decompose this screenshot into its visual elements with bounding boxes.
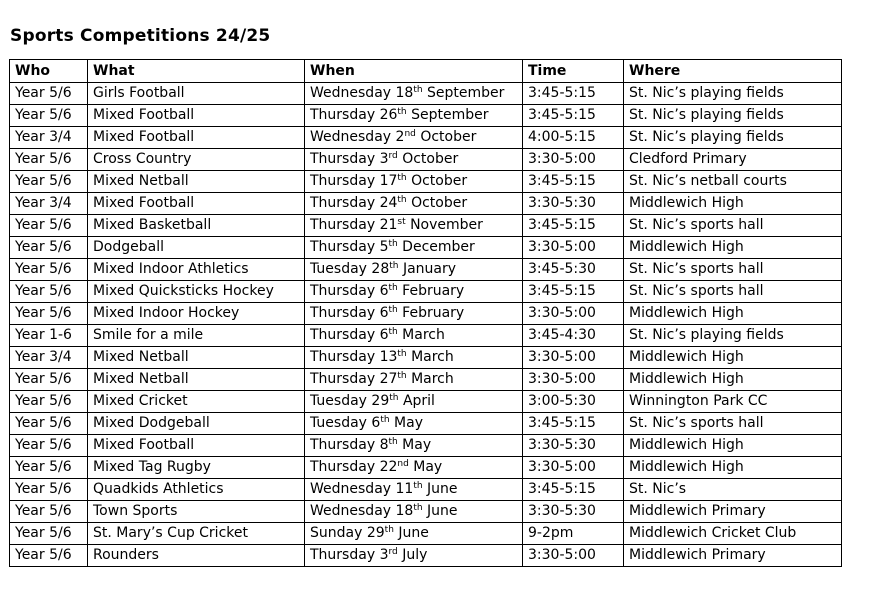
cell-who: Year 5/6 [10, 413, 88, 435]
cell-when [305, 435, 523, 457]
cell-time: 9-2pm [523, 523, 624, 545]
when-month: October [402, 151, 459, 167]
cell-where: St. Nic’s netball courts [624, 171, 842, 193]
cell-when [305, 501, 523, 523]
when-month: March [411, 349, 454, 365]
when-date: 6 [379, 327, 389, 343]
when-day: Tuesday [310, 261, 367, 277]
when-day: Wednesday [310, 503, 392, 519]
when-suffix: th [388, 305, 398, 315]
table-row [10, 413, 842, 435]
cell-who: Year 5/6 [10, 369, 88, 391]
when-suffix: th [388, 239, 398, 249]
cell-who: Year 3/4 [10, 127, 88, 149]
when-date: 6 [379, 305, 389, 321]
when-date: 8 [379, 437, 389, 453]
when-date: 13 [379, 349, 398, 365]
cell-who: Year 5/6 [10, 303, 88, 325]
when-month: June [427, 503, 458, 519]
table-row [10, 325, 842, 347]
when-suffix: th [397, 349, 407, 359]
cell-what: Girls Football [88, 83, 305, 105]
cell-who: Year 5/6 [10, 523, 88, 545]
when-date: 18 [395, 503, 414, 519]
cell-who: Year 5/6 [10, 435, 88, 457]
cell-where: St. Nic’s [624, 479, 842, 501]
cell-when [305, 347, 523, 369]
cell-who: Year 5/6 [10, 237, 88, 259]
when-month: October [411, 173, 468, 189]
when-suffix: th [388, 283, 398, 293]
table-row [10, 369, 842, 391]
cell-what: Mixed Dodgeball [88, 413, 305, 435]
header-row [10, 60, 842, 83]
cell-what: Mixed Netball [88, 347, 305, 369]
when-day: Tuesday [310, 415, 367, 431]
cell-time: 3:45-5:15 [523, 215, 624, 237]
when-month: March [411, 371, 454, 387]
when-month: May [413, 459, 443, 475]
when-suffix: nd [404, 129, 416, 139]
when-date: 26 [379, 107, 398, 123]
cell-what: Town Sports [88, 501, 305, 523]
cell-where: St. Nic’s sports hall [624, 413, 842, 435]
when-date: 3 [379, 151, 389, 167]
table-row [10, 545, 842, 567]
when-date: 28 [371, 261, 390, 277]
when-date: 18 [395, 85, 414, 101]
when-day: Thursday [310, 283, 376, 299]
table-body [10, 83, 842, 567]
table-row [10, 281, 842, 303]
cell-what: Mixed Cricket [88, 391, 305, 413]
cell-time: 3:45-5:15 [523, 83, 624, 105]
table-row [10, 83, 842, 105]
when-month: September [427, 85, 505, 101]
when-date: 29 [371, 393, 390, 409]
when-day: Wednesday [310, 85, 392, 101]
cell-who: Year 5/6 [10, 83, 88, 105]
cell-who: Year 5/6 [10, 457, 88, 479]
when-suffix: st [397, 217, 406, 227]
cell-time: 3:00-5:30 [523, 391, 624, 413]
cell-where: Middlewich High [624, 237, 842, 259]
when-month: October [420, 129, 477, 145]
when-date: 24 [379, 195, 398, 211]
when-suffix: th [397, 107, 407, 117]
header-time: Time [523, 60, 624, 83]
when-month: June [398, 525, 429, 541]
when-suffix: th [380, 415, 390, 425]
cell-what: Quadkids Athletics [88, 479, 305, 501]
cell-time: 3:30-5:00 [523, 347, 624, 369]
when-day: Thursday [310, 217, 376, 233]
when-suffix: th [413, 85, 423, 95]
cell-time: 3:45-5:15 [523, 281, 624, 303]
when-month: October [411, 195, 468, 211]
cell-where: Middlewich High [624, 457, 842, 479]
cell-when [305, 523, 523, 545]
cell-where: Middlewich High [624, 193, 842, 215]
cell-where: Middlewich High [624, 369, 842, 391]
cell-time: 3:45-5:15 [523, 105, 624, 127]
cell-where: St. Nic’s sports hall [624, 281, 842, 303]
when-month: June [427, 481, 458, 497]
cell-when [305, 303, 523, 325]
when-month: May [394, 415, 423, 431]
when-day: Wednesday [310, 481, 392, 497]
cell-what: Mixed Football [88, 105, 305, 127]
cell-time: 3:30-5:00 [523, 545, 624, 567]
when-suffix: th [397, 195, 407, 205]
table-row [10, 127, 842, 149]
when-date: 2 [395, 129, 405, 145]
cell-who: Year 5/6 [10, 545, 88, 567]
when-month: December [402, 239, 475, 255]
cell-what: Mixed Football [88, 127, 305, 149]
cell-time: 3:30-5:00 [523, 149, 624, 171]
table-row [10, 457, 842, 479]
table-row [10, 303, 842, 325]
when-date: 21 [379, 217, 398, 233]
when-day: Thursday [310, 151, 376, 167]
when-day: Thursday [310, 371, 376, 387]
when-date: 17 [379, 173, 398, 189]
cell-who: Year 3/4 [10, 193, 88, 215]
cell-when [305, 215, 523, 237]
when-suffix: th [413, 503, 423, 513]
cell-where: St. Nic’s sports hall [624, 259, 842, 281]
cell-when [305, 479, 523, 501]
when-month: September [411, 107, 489, 123]
table-row [10, 215, 842, 237]
when-suffix: th [389, 393, 399, 403]
cell-time: 3:30-5:30 [523, 435, 624, 457]
when-date: 29 [366, 525, 385, 541]
cell-what: Mixed Netball [88, 369, 305, 391]
cell-time: 3:45-4:30 [523, 325, 624, 347]
when-day: Thursday [310, 459, 376, 475]
when-suffix: th [388, 437, 398, 447]
table-row [10, 193, 842, 215]
cell-time: 3:45-5:15 [523, 171, 624, 193]
cell-time: 3:30-5:00 [523, 303, 624, 325]
cell-when [305, 369, 523, 391]
page-title: Sports Competitions 24/25 [10, 26, 271, 46]
when-day: Thursday [310, 107, 376, 123]
cell-time: 3:30-5:30 [523, 193, 624, 215]
when-day: Sunday [310, 525, 363, 541]
table-row [10, 237, 842, 259]
cell-who: Year 1-6 [10, 325, 88, 347]
cell-when [305, 259, 523, 281]
cell-time: 3:45-5:30 [523, 259, 624, 281]
cell-when [305, 105, 523, 127]
cell-where: Middlewich Cricket Club [624, 523, 842, 545]
cell-where: St. Nic’s playing fields [624, 83, 842, 105]
table-row [10, 347, 842, 369]
when-month: February [402, 283, 465, 299]
cell-when [305, 413, 523, 435]
when-suffix: th [397, 173, 407, 183]
table-row [10, 105, 842, 127]
when-day: Thursday [310, 173, 376, 189]
cell-when [305, 149, 523, 171]
cell-time: 3:45-5:15 [523, 479, 624, 501]
cell-where: Middlewich Primary [624, 545, 842, 567]
when-suffix: rd [388, 547, 398, 557]
when-date: 5 [379, 239, 389, 255]
cell-who: Year 5/6 [10, 149, 88, 171]
cell-what: Mixed Football [88, 193, 305, 215]
cell-when [305, 83, 523, 105]
when-date: 6 [371, 415, 381, 431]
cell-what: Dodgeball [88, 237, 305, 259]
when-month: March [402, 327, 445, 343]
cell-what: Mixed Indoor Athletics [88, 259, 305, 281]
table-row [10, 523, 842, 545]
cell-what: Rounders [88, 545, 305, 567]
cell-who: Year 3/4 [10, 347, 88, 369]
when-date: 11 [395, 481, 414, 497]
when-suffix: th [388, 327, 398, 337]
cell-time: 3:30-5:00 [523, 237, 624, 259]
cell-when [305, 237, 523, 259]
when-day: Thursday [310, 349, 376, 365]
table-row [10, 435, 842, 457]
cell-when [305, 127, 523, 149]
cell-time: 3:30-5:00 [523, 457, 624, 479]
cell-what: Mixed Netball [88, 171, 305, 193]
when-suffix: th [384, 525, 394, 535]
cell-when [305, 171, 523, 193]
cell-time: 3:30-5:00 [523, 369, 624, 391]
cell-who: Year 5/6 [10, 215, 88, 237]
cell-who: Year 5/6 [10, 501, 88, 523]
when-month: November [410, 217, 483, 233]
cell-where: Cledford Primary [624, 149, 842, 171]
when-suffix: rd [388, 151, 398, 161]
cell-when [305, 457, 523, 479]
header-who: Who [10, 60, 88, 83]
cell-who: Year 5/6 [10, 105, 88, 127]
when-date: 22 [379, 459, 398, 475]
when-date: 3 [379, 547, 389, 563]
when-day: Thursday [310, 437, 376, 453]
cell-where: Middlewich Primary [624, 501, 842, 523]
when-suffix: th [389, 261, 399, 271]
cell-what: Mixed Indoor Hockey [88, 303, 305, 325]
cell-who: Year 5/6 [10, 171, 88, 193]
cell-who: Year 5/6 [10, 391, 88, 413]
cell-when [305, 391, 523, 413]
cell-where: St. Nic’s sports hall [624, 215, 842, 237]
cell-when [305, 325, 523, 347]
cell-time: 3:30-5:30 [523, 501, 624, 523]
header-where: Where [624, 60, 842, 83]
when-month: May [402, 437, 432, 453]
cell-what: St. Mary’s Cup Cricket [88, 523, 305, 545]
when-month: February [402, 305, 465, 321]
table-row [10, 149, 842, 171]
cell-who: Year 5/6 [10, 259, 88, 281]
table-row [10, 171, 842, 193]
cell-where: Middlewich High [624, 347, 842, 369]
cell-when [305, 193, 523, 215]
cell-what: Mixed Tag Rugby [88, 457, 305, 479]
competitions-table [9, 59, 842, 567]
cell-what: Cross Country [88, 149, 305, 171]
cell-where: Middlewich High [624, 435, 842, 457]
when-month: April [402, 393, 435, 409]
cell-time: 4:00-5:15 [523, 127, 624, 149]
when-suffix: nd [397, 459, 409, 469]
when-month: January [402, 261, 457, 277]
when-day: Wednesday [310, 129, 392, 145]
cell-where: Middlewich High [624, 303, 842, 325]
when-date: 27 [379, 371, 398, 387]
when-suffix: th [397, 371, 407, 381]
cell-where: St. Nic’s playing fields [624, 127, 842, 149]
when-month: July [402, 547, 428, 563]
when-day: Thursday [310, 305, 376, 321]
cell-time: 3:45-5:15 [523, 413, 624, 435]
cell-where: St. Nic’s playing fields [624, 105, 842, 127]
cell-when [305, 545, 523, 567]
table-row [10, 259, 842, 281]
cell-who: Year 5/6 [10, 281, 88, 303]
when-day: Thursday [310, 195, 376, 211]
cell-what: Mixed Football [88, 435, 305, 457]
header-what: What [88, 60, 305, 83]
when-day: Thursday [310, 239, 376, 255]
cell-who: Year 5/6 [10, 479, 88, 501]
cell-what: Mixed Basketball [88, 215, 305, 237]
cell-where: Winnington Park CC [624, 391, 842, 413]
header-when: When [305, 60, 523, 83]
when-day: Tuesday [310, 393, 367, 409]
cell-what: Smile for a mile [88, 325, 305, 347]
when-suffix: th [413, 481, 423, 491]
when-day: Thursday [310, 547, 376, 563]
cell-when [305, 281, 523, 303]
table-row [10, 391, 842, 413]
when-day: Thursday [310, 327, 376, 343]
when-date: 6 [379, 283, 389, 299]
table-row [10, 479, 842, 501]
cell-what: Mixed Quicksticks Hockey [88, 281, 305, 303]
cell-where: St. Nic’s playing fields [624, 325, 842, 347]
table-row [10, 501, 842, 523]
